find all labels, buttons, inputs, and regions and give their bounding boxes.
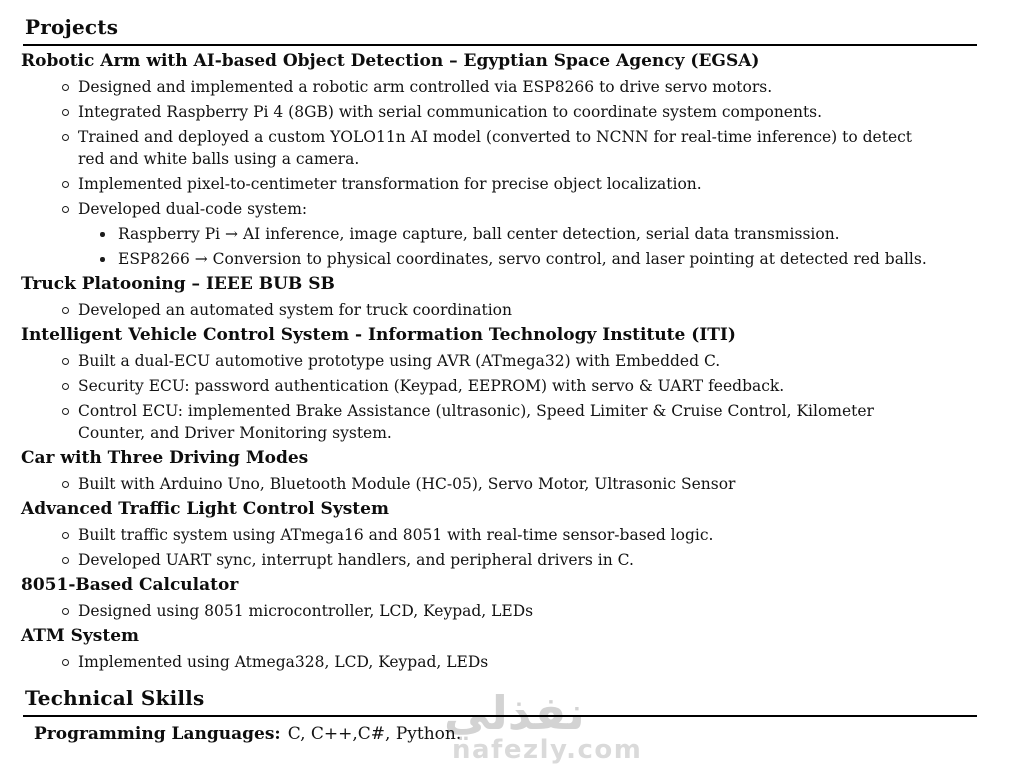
bullet-text: Developed UART sync, interrupt handlers, and peripheral drivers in C. <box>78 551 634 569</box>
bullet-list <box>0 473 1012 495</box>
circle-bullet-marker <box>62 408 69 415</box>
circle-bullet-marker <box>62 383 69 390</box>
circle-bullet-marker <box>62 608 69 615</box>
bullet-text: Designed using 8051 microcontroller, LCD, Keypad, LEDs <box>78 602 534 620</box>
bullet-text: Built a dual-ECU automotive prototype using AVR (ATmega32) with Embedded C. <box>78 352 721 370</box>
circle-bullet-marker <box>62 109 69 116</box>
technical-skills-section <box>0 685 1012 745</box>
sub-bullet-text: ESP8266 → Conversion to physical coordinates, servo control, and laser pointing at detected red balls. <box>118 250 927 268</box>
project-heading-intelligent-vehicle: Intelligent Vehicle Control System - Information Technology Institute (ITI) <box>21 325 736 345</box>
bullet-list <box>0 524 1012 571</box>
sub-bullet-item <box>118 248 992 270</box>
skills-category-label: Programming Languages: <box>34 724 281 744</box>
section-title-technical-skills: Technical Skills <box>25 686 205 710</box>
bullet-text: Control ECU: implemented Brake Assistance (ultrasonic), Speed Limiter & Cruise Control, Kilometer Counter, and Driver Monitoring system. <box>78 402 874 442</box>
bullet-text: Implemented pixel-to-centimeter transformation for precise object localization. <box>78 175 702 193</box>
bullet-item <box>78 400 928 444</box>
bullet-item <box>78 198 928 270</box>
bullet-item <box>78 350 928 372</box>
projects-section <box>0 14 1012 673</box>
bullet-item <box>78 375 928 397</box>
section-title-projects: Projects <box>25 15 119 39</box>
projects-title-rule <box>23 44 977 46</box>
bullet-item <box>78 299 928 321</box>
bullet-list <box>0 299 1012 321</box>
project-heading-robotic-arm: Robotic Arm with AI-based Object Detection – Egyptian Space Agency (EGSA) <box>21 51 760 71</box>
sub-bullet-list <box>78 220 992 270</box>
bullet-list <box>0 651 1012 673</box>
bullet-item <box>78 651 928 673</box>
bullet-item <box>78 76 928 98</box>
bullet-item <box>78 600 928 622</box>
nafezly-site-text: nafezly.com <box>452 735 643 765</box>
bullet-item <box>78 549 928 571</box>
circle-bullet-marker <box>62 659 69 666</box>
sub-bullet-item <box>118 223 992 245</box>
bullet-text: Built traffic system using ATmega16 and 8051 with real-time sensor-based logic. <box>78 526 714 544</box>
skills-category-value: C, C++,C#, Python. <box>287 724 462 744</box>
circle-bullet-marker <box>62 481 69 488</box>
circle-bullet-marker <box>62 181 69 188</box>
bullet-item <box>78 126 928 170</box>
dot-bullet-marker <box>100 232 105 237</box>
dot-bullet-marker <box>100 257 105 262</box>
project-heading-traffic-light: Advanced Traffic Light Control System <box>21 499 389 519</box>
bullet-text: Integrated Raspberry Pi 4 (8GB) with serial communication to coordinate system components. <box>78 103 823 121</box>
technical-skills-title-rule <box>23 715 977 717</box>
bullet-item <box>78 473 928 495</box>
nafezly-logo: نفذلي <box>444 686 585 740</box>
bullet-list <box>0 76 1012 270</box>
bullet-item <box>78 101 928 123</box>
project-heading-car-three-modes: Car with Three Driving Modes <box>21 448 309 468</box>
skills-row <box>34 723 977 745</box>
bullet-text: Security ECU: password authentication (Keypad, EEPROM) with servo & UART feedback. <box>78 377 785 395</box>
bullet-text: Implemented using Atmega328, LCD, Keypad, LEDs <box>78 653 489 671</box>
circle-bullet-marker <box>62 557 69 564</box>
bullet-item <box>78 173 928 195</box>
bullet-item <box>78 524 928 546</box>
sub-bullet-text: Raspberry Pi → AI inference, image capture, ball center detection, serial data transmission. <box>118 225 840 243</box>
circle-bullet-marker <box>62 84 69 91</box>
circle-bullet-marker <box>62 532 69 539</box>
circle-bullet-marker <box>62 307 69 314</box>
circle-bullet-marker <box>62 206 69 213</box>
project-heading-truck-platooning: Truck Platooning – IEEE BUB SB <box>21 274 335 294</box>
bullet-list <box>0 350 1012 444</box>
project-heading-atm-system: ATM System <box>21 626 140 646</box>
bullet-text: Built with Arduino Uno, Bluetooth Module (HC-05), Servo Motor, Ultrasonic Sensor <box>78 475 736 493</box>
bullet-list <box>0 600 1012 622</box>
project-heading-8051-calculator: 8051-Based Calculator <box>21 575 239 595</box>
bullet-text: Developed an automated system for truck coordination <box>78 301 512 319</box>
bullet-text: Developed dual-code system: <box>78 200 308 218</box>
bullet-text: Designed and implemented a robotic arm controlled via ESP8266 to drive servo motors. <box>78 78 773 96</box>
bullet-text: Trained and deployed a custom YOLO11n AI model (converted to NCNN for real-time inference) to detect red and white balls using a camera. <box>78 128 913 168</box>
circle-bullet-marker <box>62 358 69 365</box>
circle-bullet-marker <box>62 134 69 141</box>
